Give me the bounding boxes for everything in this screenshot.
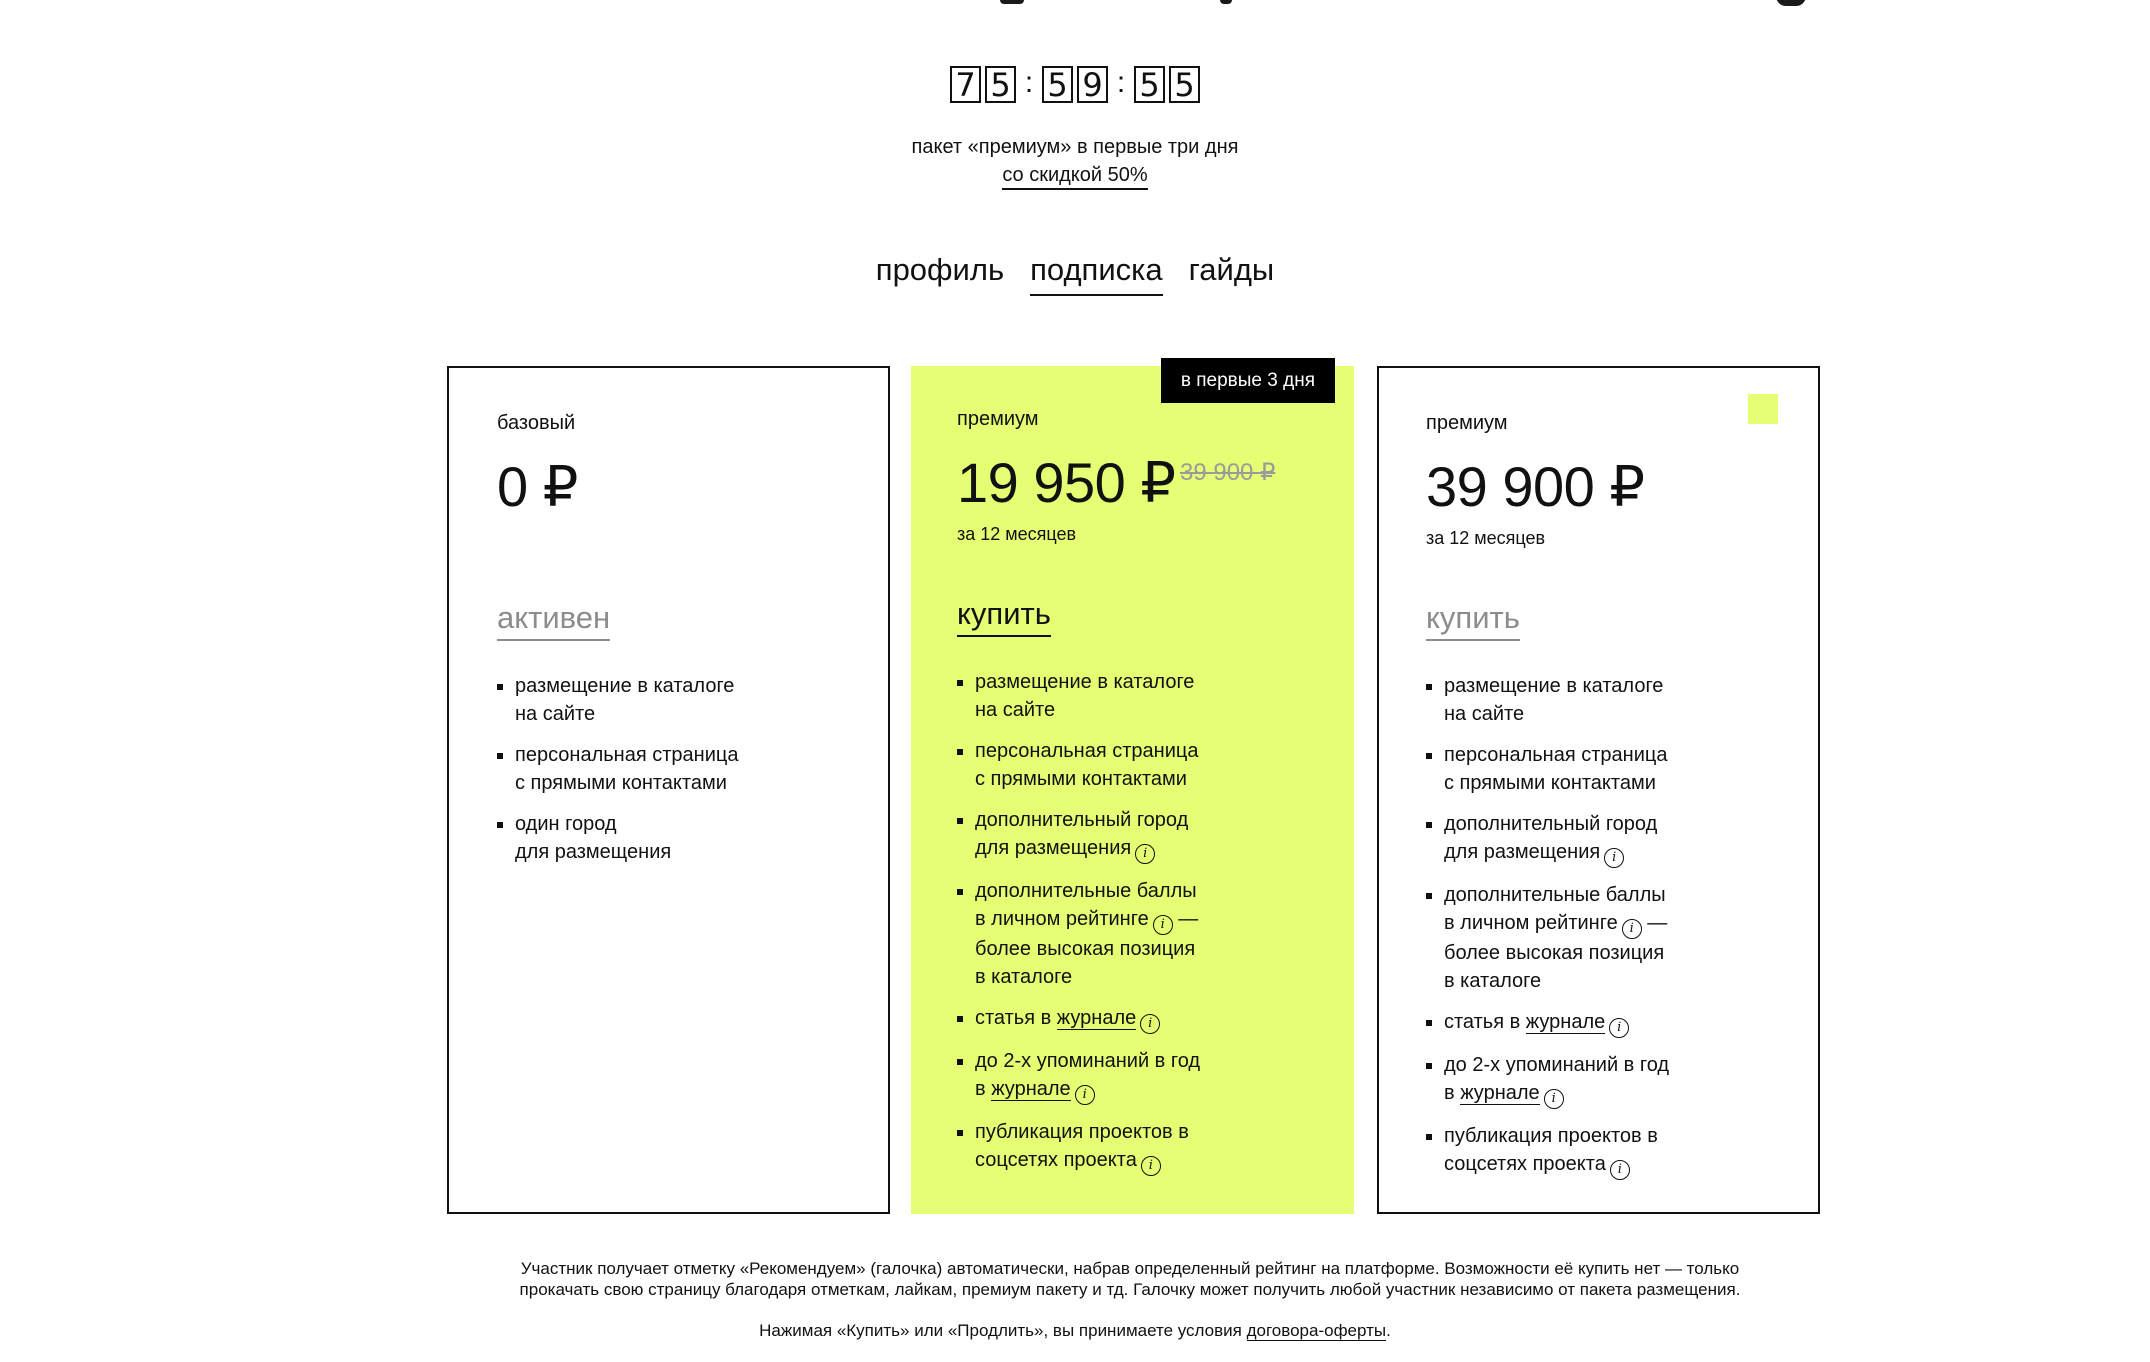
terms-notice: Нажимая «Купить» или «Продлить», вы принимаете условия договора-оферты. [759, 1321, 1391, 1340]
info-icon[interactable]: i [1610, 1160, 1630, 1180]
profile-tabs [0, 252, 2150, 296]
plan-card-premium-discount [911, 366, 1354, 1214]
countdown-digit: 5 [1134, 66, 1165, 103]
discount-badge: в первые 3 дня [1161, 358, 1335, 403]
tab-profile[interactable]: профиль [875, 252, 1005, 287]
info-icon[interactable]: i [1609, 1018, 1629, 1038]
header-fragment-mid [1220, 0, 1232, 4]
plan-period: за 12 месяцев [957, 524, 1077, 544]
list-item: статья в журнале i [957, 1004, 1337, 1034]
journal-link[interactable]: журнале [1056, 1007, 1137, 1029]
info-icon[interactable]: i [1622, 919, 1642, 939]
info-icon[interactable]: i [1153, 915, 1173, 935]
list-item: дополнительный город для размещения i [1426, 810, 1806, 868]
plan-period: за 12 месяцев [1426, 528, 1546, 548]
list-item: дополнительные баллы в личном рейтинге i — более высокая позиция в каталоге [1426, 881, 1806, 995]
countdown-digit: 7 [950, 66, 981, 103]
list-item: до 2-х упоминаний в год в журнале i [1426, 1051, 1806, 1109]
plan-price: 39 900 ₽ [1426, 455, 1645, 518]
info-icon[interactable]: i [1075, 1085, 1095, 1105]
list-item: дополнительный город для размещения i [957, 806, 1337, 864]
plan-status-active: активен [497, 600, 610, 641]
list-item: публикация проектов в соцсетях проекта i [957, 1118, 1337, 1176]
info-icon[interactable]: i [1544, 1089, 1564, 1109]
countdown-digit: 5 [1169, 66, 1200, 103]
header-fragment-left [1000, 0, 1024, 4]
countdown-seconds [1134, 66, 1200, 103]
recommend-footnote: Участник получает отметку «Рекомендуем» (галочка) автоматически, набрав определенный рейтинг на платформе. Возможности её купить нет — только прокачать свою страницу благодаря отметкам, лайкам, премиум пакету и тд. Галочку может получить любой участник независимо от пакета размещения. [519, 1259, 1741, 1299]
feature-list [497, 672, 877, 879]
info-icon[interactable]: i [1604, 848, 1624, 868]
info-icon[interactable]: i [1140, 1014, 1160, 1034]
list-item: размещение в каталоге на сайте [957, 668, 1337, 724]
list-item: персональная страница с прямыми контактами [1426, 741, 1806, 797]
tab-subscription[interactable]: подписка [1030, 252, 1163, 296]
countdown-timer [0, 66, 2150, 103]
feature-list [1426, 672, 1806, 1193]
info-icon[interactable]: i [1135, 844, 1155, 864]
list-item: дополнительные баллы в личном рейтинге i — более высокая позиция в каталоге [957, 877, 1337, 991]
list-item: размещение в каталоге на сайте [497, 672, 877, 728]
plan-price: 19 950 ₽ [957, 451, 1176, 514]
countdown-separator: : [1116, 65, 1126, 99]
plan-name: базовый [497, 412, 576, 434]
plan-card-premium [1377, 366, 1820, 1214]
old-price: 39 900 ₽ [1180, 459, 1276, 486]
countdown-digit: 5 [985, 66, 1016, 103]
journal-link[interactable]: журнале [1460, 1082, 1540, 1104]
promo-text: пакет «премиум» в первые три дня [911, 136, 1239, 158]
plan-name: премиум [1426, 412, 1508, 434]
list-item: размещение в каталоге на сайте [1426, 672, 1806, 728]
accent-square [1748, 394, 1778, 424]
list-item: публикация проектов в соцсетях проекта i [1426, 1122, 1806, 1180]
info-icon[interactable]: i [1141, 1156, 1161, 1176]
avatar[interactable] [1776, 0, 1806, 6]
list-item: статья в журнале i [1426, 1008, 1806, 1038]
list-item: персональная страница с прямыми контактами [497, 741, 877, 797]
journal-link[interactable]: журнале [1525, 1011, 1606, 1033]
countdown-separator: : [1024, 65, 1034, 99]
buy-button[interactable]: купить [957, 596, 1051, 637]
discount-link[interactable]: со скидкой 50% [1002, 164, 1147, 190]
offer-agreement-link[interactable]: договора-оферты [1246, 1321, 1387, 1340]
plan-card-basic [447, 366, 890, 1214]
list-item: персональная страница с прямыми контактами [957, 737, 1337, 793]
feature-list [957, 668, 1337, 1189]
list-item: до 2-х упоминаний в год в журнале i [957, 1047, 1337, 1105]
countdown-digit: 5 [1042, 66, 1073, 103]
countdown-digit: 9 [1077, 66, 1108, 103]
countdown-minutes [1042, 66, 1108, 103]
plan-name: премиум [957, 408, 1039, 430]
plan-price: 0 ₽ [497, 455, 578, 518]
buy-button[interactable]: купить [1426, 600, 1520, 641]
countdown-hours [950, 66, 1016, 103]
tab-guides[interactable]: гайды [1188, 252, 1275, 287]
list-item: один город для размещения [497, 810, 877, 866]
journal-link[interactable]: журнале [991, 1078, 1071, 1100]
